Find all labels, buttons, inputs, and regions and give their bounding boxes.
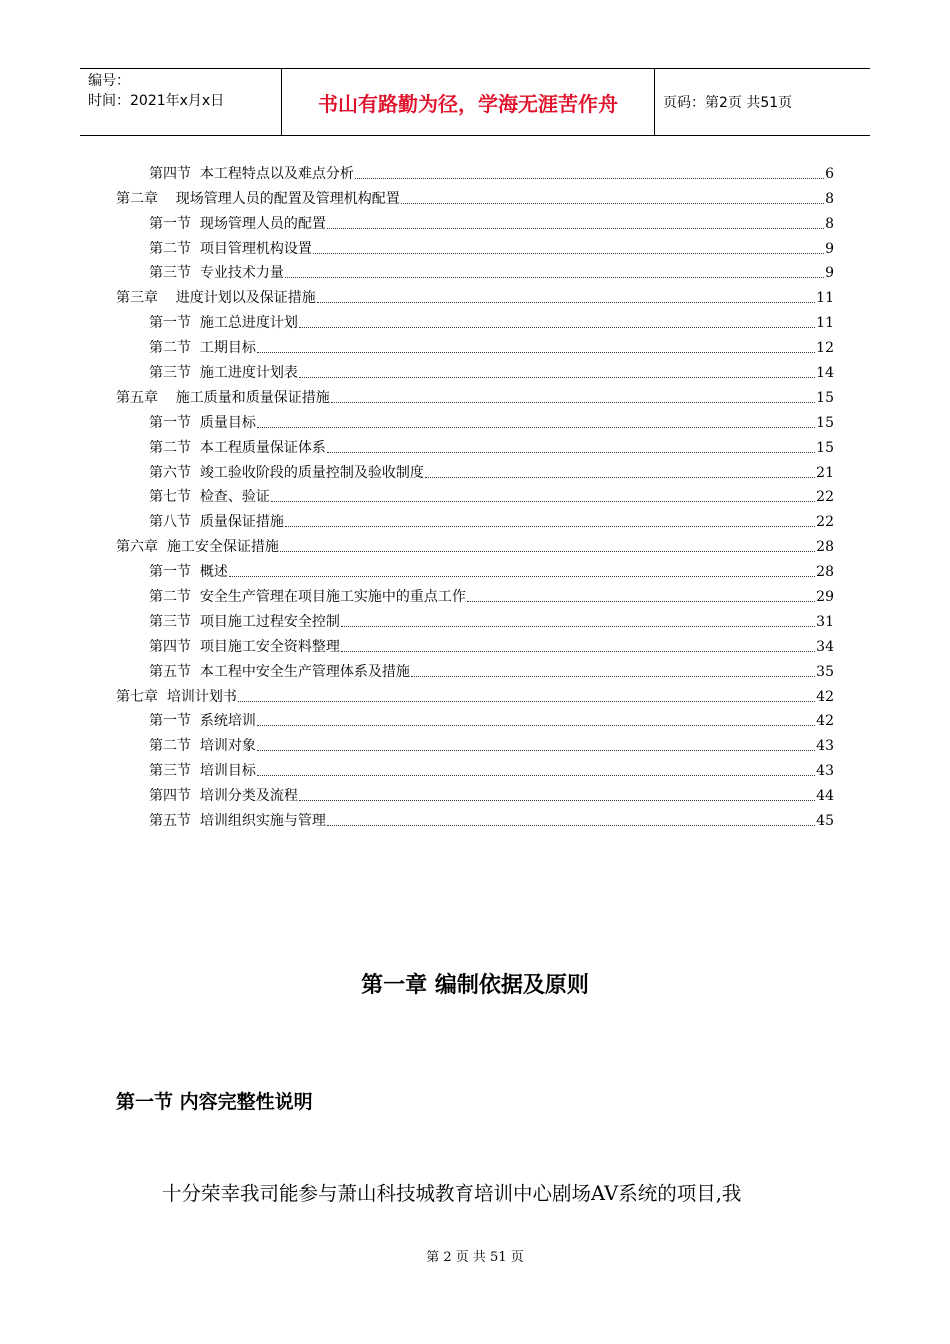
time-label: 时间：2021年x月x日 <box>88 93 225 109</box>
toc-entry[interactable] <box>116 258 834 283</box>
toc-dot-leader <box>331 401 815 403</box>
toc-entry-page: 43 <box>816 738 834 755</box>
toc-entry-title: 第二章 现场管理人员的配置及管理机构配置 <box>116 190 400 207</box>
toc-entry-title: 第三节 专业技术力量 <box>149 265 284 282</box>
toc-entry-title: 第五节 本工程中安全生产管理体系及措施 <box>149 663 410 680</box>
header-meta <box>80 69 282 135</box>
toc-dot-leader <box>317 301 815 303</box>
toc-entry[interactable] <box>116 407 834 432</box>
toc-entry[interactable] <box>116 208 834 233</box>
toc-dot-leader <box>299 326 815 328</box>
toc-entry-title: 第三节 项目施工过程安全控制 <box>149 613 340 630</box>
toc-entry-title: 第三章 进度计划以及保证措施 <box>116 290 316 307</box>
toc-entry-title: 第七节 检查、验证 <box>149 489 270 506</box>
toc-entry-page: 15 <box>816 414 834 431</box>
toc-entry[interactable] <box>116 706 834 731</box>
toc-entry[interactable] <box>116 457 834 482</box>
toc-dot-leader <box>299 799 815 801</box>
toc-dot-leader <box>238 700 815 702</box>
toc-entry-page: 8 <box>825 215 834 232</box>
toc-dot-leader <box>411 675 815 677</box>
toc-entry-title: 第八节 质量保证措施 <box>149 514 284 531</box>
toc-dot-leader <box>229 575 815 577</box>
toc-entry[interactable] <box>116 531 834 556</box>
toc-dot-leader <box>355 177 824 179</box>
toc-entry-title: 第二节 安全生产管理在项目施工实施中的重点工作 <box>149 589 466 606</box>
toc-dot-leader <box>285 525 815 527</box>
toc-entry-page: 34 <box>816 638 834 655</box>
toc-entry[interactable] <box>116 307 834 332</box>
toc-entry-page: 42 <box>816 713 834 730</box>
toc-entry-page: 31 <box>816 613 834 630</box>
toc-entry[interactable] <box>116 730 834 755</box>
toc-dot-leader <box>280 550 815 552</box>
toc-dot-leader <box>327 451 815 453</box>
toc-entry-page: 11 <box>816 290 834 307</box>
toc-entry-title: 第六节 竣工验收阶段的质量控制及验收制度 <box>149 464 424 481</box>
toc-dot-leader <box>257 426 815 428</box>
table-of-contents <box>116 158 834 830</box>
toc-entry-page: 9 <box>825 240 834 257</box>
section-title: 第一节 内容完整性说明 <box>116 1091 313 1113</box>
toc-dot-leader <box>401 202 824 204</box>
toc-entry-page: 22 <box>816 489 834 506</box>
toc-entry-title: 第五章 施工质量和质量保证措施 <box>116 389 330 406</box>
toc-dot-leader <box>313 252 824 254</box>
toc-entry-title: 第一节 质量目标 <box>149 414 256 431</box>
toc-dot-leader <box>257 724 815 726</box>
toc-entry-title: 第二节 工期目标 <box>149 340 256 357</box>
toc-entry-page: 11 <box>816 315 834 332</box>
toc-entry-page: 6 <box>825 165 834 182</box>
toc-entry-page: 9 <box>825 265 834 282</box>
toc-entry[interactable] <box>116 681 834 706</box>
toc-entry[interactable] <box>116 506 834 531</box>
toc-entry-title: 第四节 培训分类及流程 <box>149 788 298 805</box>
toc-entry-title: 第一节 施工总进度计划 <box>149 315 298 332</box>
toc-entry[interactable] <box>116 233 834 258</box>
toc-entry-page: 29 <box>816 589 834 606</box>
toc-entry-page: 12 <box>816 340 834 357</box>
toc-entry[interactable] <box>116 606 834 631</box>
toc-entry-page: 15 <box>816 389 834 406</box>
toc-entry[interactable] <box>116 656 834 681</box>
toc-entry[interactable] <box>116 282 834 307</box>
toc-entry-page: 35 <box>816 663 834 680</box>
serial-label: 编号： <box>88 73 130 89</box>
page-footer: 第 2 页 共 51 页 <box>426 1250 524 1265</box>
toc-entry-page: 21 <box>816 464 834 481</box>
toc-dot-leader <box>299 376 815 378</box>
toc-entry[interactable] <box>116 158 834 183</box>
toc-entry-title: 第一节 概述 <box>149 564 228 581</box>
toc-entry[interactable] <box>116 805 834 830</box>
toc-entry-title: 第七章 培训计划书 <box>116 688 237 705</box>
toc-entry[interactable] <box>116 631 834 656</box>
toc-entry[interactable] <box>116 432 834 457</box>
toc-dot-leader <box>327 227 824 229</box>
toc-entry-title: 第二节 项目管理机构设置 <box>149 240 312 257</box>
toc-dot-leader <box>257 351 815 353</box>
toc-entry-title: 第六章 施工安全保证措施 <box>116 539 279 556</box>
toc-dot-leader <box>425 476 815 478</box>
toc-entry-title: 第四节 本工程特点以及难点分析 <box>149 165 354 182</box>
toc-entry-page: 45 <box>816 813 834 830</box>
toc-entry-title: 第二节 培训对象 <box>149 738 256 755</box>
toc-dot-leader <box>285 276 824 278</box>
toc-entry-page: 42 <box>816 688 834 705</box>
toc-dot-leader <box>467 600 815 602</box>
toc-dot-leader <box>341 650 815 652</box>
toc-entry[interactable] <box>116 581 834 606</box>
toc-dot-leader <box>341 625 815 627</box>
body-paragraph: 十分荣幸我司能参与萧山科技城教育培训中心剧场AV系统的项目,我 <box>162 1182 742 1205</box>
toc-entry-title: 第二节 本工程质量保证体系 <box>149 439 326 456</box>
header-motto: 书山有路勤为径，学海无涯苦作舟 <box>282 69 655 135</box>
toc-entry-page: 28 <box>816 539 834 556</box>
page-header <box>80 68 870 136</box>
chapter-title: 第一章 编制依据及原则 <box>361 973 589 998</box>
toc-entry-title: 第三节 培训目标 <box>149 763 256 780</box>
toc-entry-page: 14 <box>816 365 834 382</box>
toc-entry-title: 第一节 系统培训 <box>149 713 256 730</box>
toc-entry-page: 8 <box>825 190 834 207</box>
toc-entry-page: 28 <box>816 564 834 581</box>
toc-entry-title: 第三节 施工进度计划表 <box>149 365 298 382</box>
toc-entry[interactable] <box>116 780 834 805</box>
toc-dot-leader <box>327 824 815 826</box>
toc-dot-leader <box>257 774 815 776</box>
header-page-info: 页码：第2页 共51页 <box>663 95 793 111</box>
toc-entry[interactable] <box>116 357 834 382</box>
toc-entry[interactable] <box>116 556 834 581</box>
toc-entry[interactable] <box>116 755 834 780</box>
toc-entry-title: 第四节 项目施工安全资料整理 <box>149 638 340 655</box>
toc-entry-page: 22 <box>816 514 834 531</box>
toc-dot-leader <box>271 500 815 502</box>
toc-dot-leader <box>257 749 815 751</box>
toc-entry[interactable] <box>116 482 834 507</box>
toc-entry-page: 43 <box>816 763 834 780</box>
toc-entry[interactable] <box>116 332 834 357</box>
toc-entry-page: 15 <box>816 439 834 456</box>
toc-entry-title: 第五节 培训组织实施与管理 <box>149 813 326 830</box>
toc-entry-title: 第一节 现场管理人员的配置 <box>149 215 326 232</box>
toc-entry[interactable] <box>116 382 834 407</box>
toc-entry-page: 44 <box>816 788 834 805</box>
toc-entry[interactable] <box>116 183 834 208</box>
